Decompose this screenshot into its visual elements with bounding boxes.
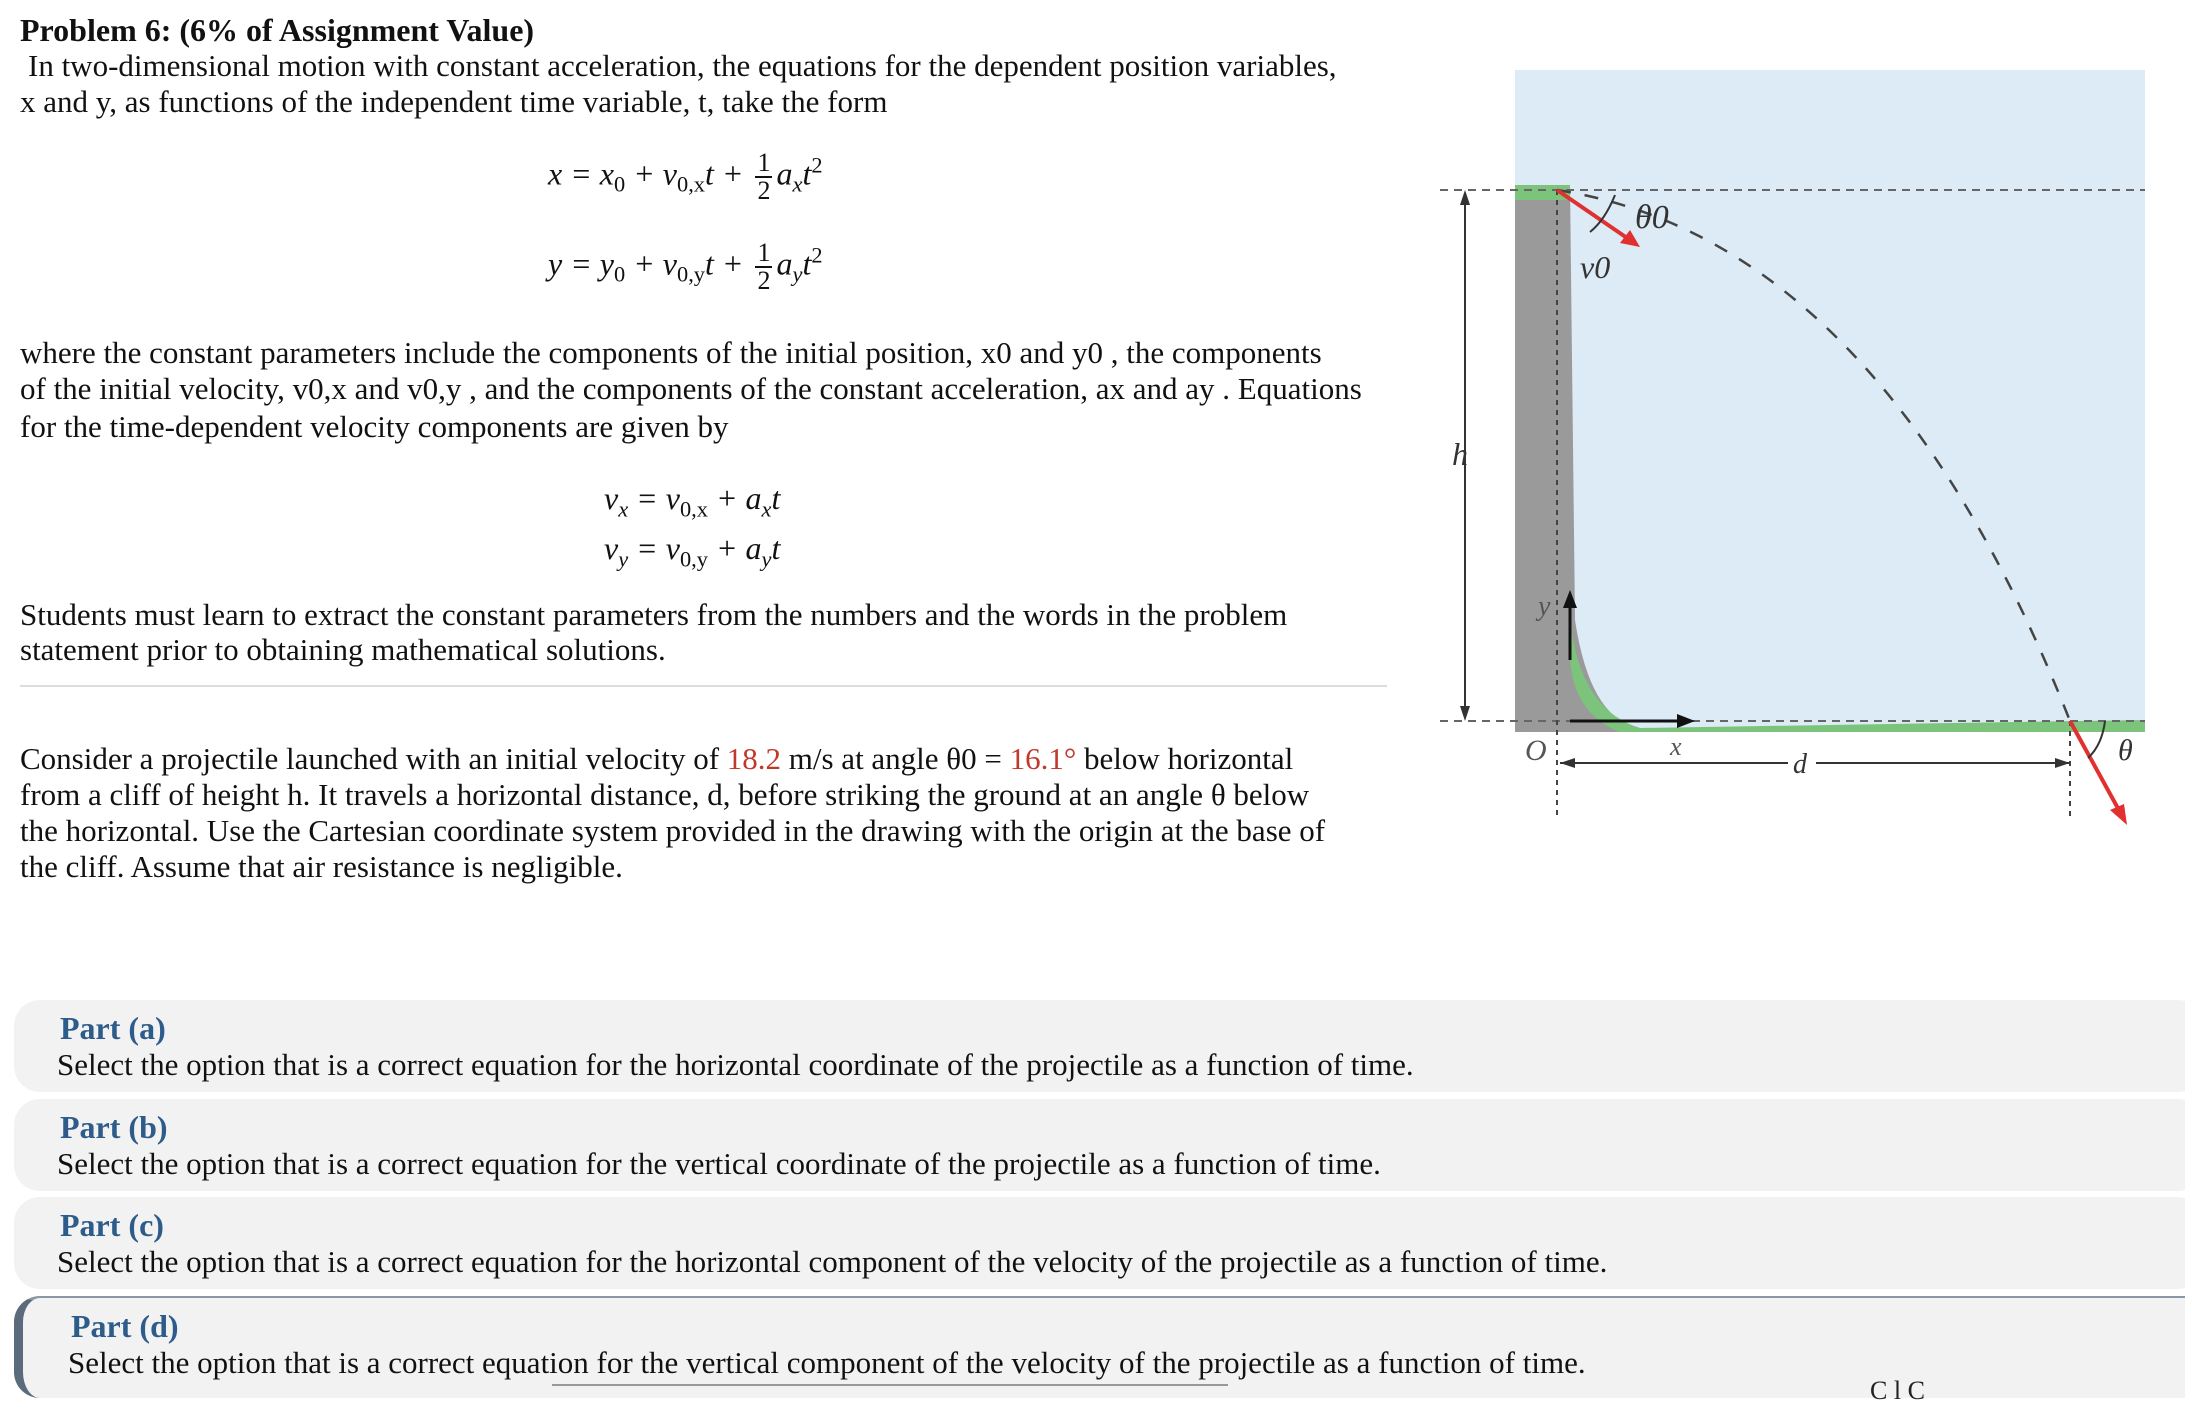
part-b-description: Select the option that is a correct equation for the vertical coordinate of the projectile as a function of time. <box>57 1146 1381 1181</box>
footer-divider <box>552 1384 1228 1386</box>
height-arrow-bottom <box>1460 706 1470 721</box>
params-line-3: for the time-dependent velocity components are given by <box>20 409 729 444</box>
intro-line-2: x and y, as functions of the independent time variable, t, take the form <box>20 84 888 119</box>
scenario-line-4: the cliff. Assume that air resistance is negligible. <box>20 849 623 884</box>
part-d-description: Select the option that is a correct equation for the vertical component of the velocity of the projectile as a function of time. <box>68 1345 1586 1380</box>
params-line-1: where the constant parameters include the components of the initial position, x0 and y0 , the components <box>20 335 1322 370</box>
part-c-label: Part (c) <box>60 1207 164 1243</box>
part-d[interactable] <box>14 1296 2185 1398</box>
label-h: h <box>1452 436 1468 472</box>
label-theta0: θ0 <box>1635 199 1669 236</box>
part-b-label: Part (b) <box>60 1109 168 1145</box>
velocity-value: 18.2 <box>726 741 782 776</box>
label-theta: θ <box>2118 734 2133 767</box>
label-y: y <box>1538 591 1551 622</box>
label-O: O <box>1525 734 1547 767</box>
part-c-description: Select the option that is a correct equation for the horizontal component of the velocity of the projectile as a function of time. <box>57 1244 1608 1279</box>
students-line-2: statement prior to obtaining mathematical solutions. <box>20 632 666 667</box>
ground-below <box>1515 732 2145 800</box>
label-d: d <box>1793 749 1807 780</box>
intro-line-1: In two-dimensional motion with constant acceleration, the equations for the dependent position variables, <box>28 48 1337 83</box>
final-velocity-arrowhead <box>2110 804 2127 825</box>
students-line-1: Students must learn to extract the constant parameters from the numbers and the words in the problem <box>20 597 1288 632</box>
angle-value: 16.1° <box>1009 741 1077 776</box>
vx-equation: $v_x = v_{0,x} + a_xt$ <box>604 480 781 522</box>
label-v0: v0 <box>1580 249 1611 285</box>
part-a-description: Select the option that is a correct equation for the horizontal coordinate of the projectile as a function of time. <box>57 1047 1414 1082</box>
scenario-line-2: from a cliff of height h. It travels a horizontal distance, d, before striking the ground at an angle θ below <box>20 777 1310 812</box>
projectile-figure <box>1430 60 2150 850</box>
sky-background <box>1515 70 2145 800</box>
section-divider <box>20 685 1387 687</box>
scenario-line-3: the horizontal. Use the Cartesian coordinate system provided in the drawing with the origin at the base of <box>20 813 1326 848</box>
part-a-label: Part (a) <box>60 1010 166 1046</box>
problem-title: Problem 6: (6% of Assignment Value) <box>20 12 535 48</box>
part-b[interactable] <box>14 1099 2185 1191</box>
x-equation: $x = x_0 + v_{0,x}t$ + $\frac{1}{2}$ $a_xt^2$ <box>548 148 823 205</box>
part-c[interactable] <box>14 1197 2185 1289</box>
part-a[interactable] <box>14 1000 2185 1092</box>
footer-corner-text: C l C <box>1870 1376 1925 1405</box>
params-line-2: of the initial velocity, v0,x and v0,y , and the components of the constant acceleration, ax and ay . Equations <box>20 371 1362 406</box>
label-x: x <box>1670 732 1682 761</box>
scenario-line-1: Consider a projectile launched with an initial velocity of 18.2 m/s at angle θ0 = 16.1° below horizontal <box>20 741 1294 776</box>
height-arrow-top <box>1460 190 1470 205</box>
vy-equation: $v_y = v_{0,y} + a_yt$ <box>604 530 781 572</box>
y-equation: $y = y_0 + v_{0,y}t$ + $\frac{1}{2}$ $a_yt^2$ <box>548 238 823 295</box>
part-d-label: Part (d) <box>71 1308 179 1344</box>
